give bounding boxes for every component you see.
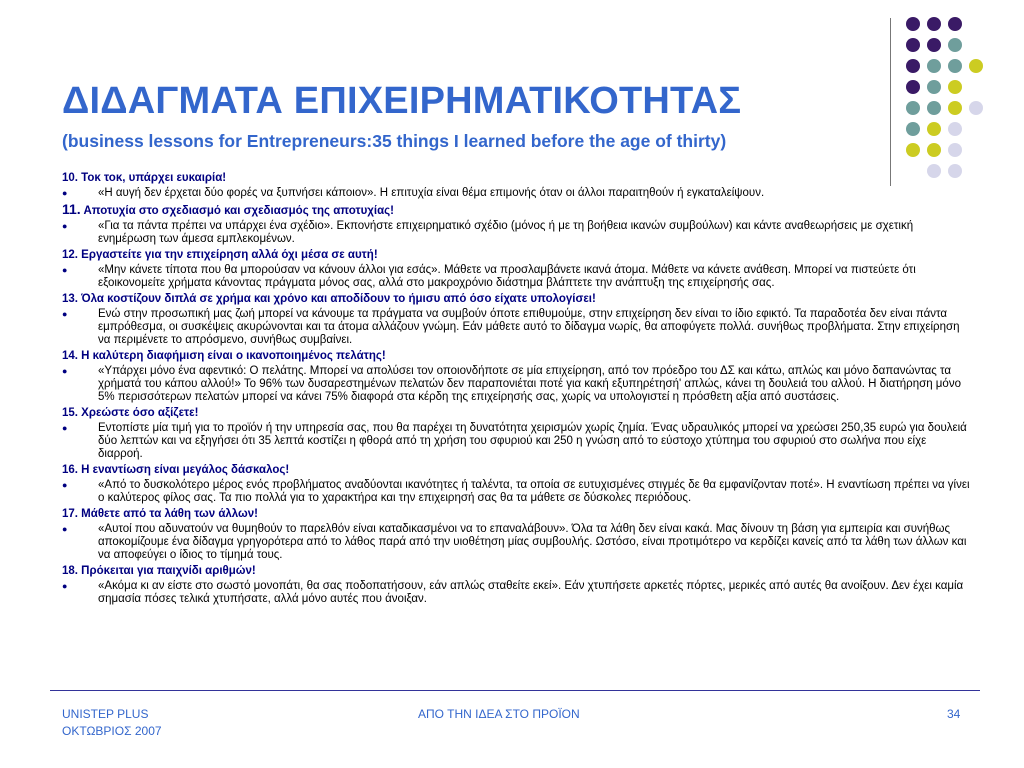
bullet-icon: ● <box>62 309 68 319</box>
decorative-dot <box>906 143 920 157</box>
footer-left <box>62 706 162 740</box>
decorative-dot <box>927 80 941 94</box>
bullet-icon: ● <box>62 265 68 275</box>
lesson-text: «Ακόμα κι αν είστε στο σωστό μονοπάτι, θα σας ποδοπατήσουν, εάν απλώς σταθείτε εκεί». Εάν χτυπήσετε αρκετές πόρτες, μερικές από αυτές θα ανοίξουν. Δεν έχει καμία σημασία πόσες τελικά χτυπήσατε, αλλά μόνο αυτές που άνοιξαν. <box>98 580 964 605</box>
lessons-list <box>62 170 972 609</box>
lesson-heading-11-text: Αποτυχία στο σχεδιασμό και σχεδιασμός της αποτυχίας! <box>83 205 394 217</box>
lesson-text: «Υπάρχει μόνο ένα αφεντικό: Ο πελάτης. Μπορεί να απολύσει τον οποιονδήποτε σε μία επιχείρηση, από τον πρόεδρο του ΔΣ και κάτω, απλώς και μόνο δαπανώντας τα χρήματά του κάπου αλλού!» Το 96% των δυσαρεστημένων πελατών δεν παραπονιέται ποτέ για κακή εξυπηρέτησή' απλώς, κάνει τη δουλειά του αλλού. Η διατήρηση μόνο 5% περισσότερων πελατών μπορεί να κάνει 75% διαφορά στα κέρδη της επιχείρησής σας, χωρίς να υπολογιστεί η πρόσθετη αξία από συστάσεις. <box>98 365 961 403</box>
decorative-dot <box>969 101 983 115</box>
list-item <box>62 220 972 246</box>
decorative-dot <box>948 143 962 157</box>
lesson-text: Ενώ στην προσωπική μας ζωή μπορεί να κάνουμε τα πράγματα να συμβούν όποτε επιθυμούμε, στην επιχείρηση δεν είναι το ίδιο εφικτό. Τα παραδοτέα δεν είναι πάντα εμπρόθεσμα, οι συσκέψεις ακυρώνονται και τα άτομα αλλάζουν γνώμη. Εάν μάθετε αυτό το δίδαγμα νωρίς, θα αποφύγετε πολλά. συνήθως προβλήματα. Στην επιχείρηση να περιμένετε το απρόσμενο, συνήθως συμβαίνει. <box>98 308 960 346</box>
decorative-dot <box>906 80 920 94</box>
decorative-dot <box>906 59 920 73</box>
bullet-icon: ● <box>62 221 68 231</box>
decorative-dot <box>948 101 962 115</box>
decorative-dot <box>906 101 920 115</box>
decorative-dot <box>906 122 920 136</box>
list-item <box>62 580 972 606</box>
decorative-divider <box>890 18 891 186</box>
footer-center-text: ΑΠΟ ΤΗΝ ΙΔΕΑ ΣΤΟ ΠΡΟΪΟΝ <box>418 707 580 721</box>
bullet-icon: ● <box>62 366 68 376</box>
decorative-dot <box>969 59 983 73</box>
decorative-dot <box>927 122 941 136</box>
lesson-text: «Αυτοί που αδυνατούν να θυμηθούν το παρελθόν είναι καταδικασμένοι να το επαναλάβουν». Όλα τα λάθη δεν είναι κακά. Μας δίνουν τη βάση για εμπειρία και συνήθως αποκομίζουμε ένα δίδαγμα γρηγορότερα από το λάθος παρά από την υιοθέτηση μίας συμβουλής. Ωστόσο, είναι προτιμότερο να κερδίζει κανείς από τα λάθη των άλλων και να αποφεύγει ο ίδιος το τίμημά τους. <box>98 523 967 561</box>
bullet-icon: ● <box>62 423 68 433</box>
bullet-icon: ● <box>62 188 68 198</box>
decorative-dot <box>906 17 920 31</box>
decorative-dot <box>906 38 920 52</box>
lesson-heading-15: 15. Χρεώστε όσο αξίζετε! <box>62 407 199 419</box>
lesson-text: «Μην κάνετε τίποτα που θα μπορούσαν να κάνουν άλλοι για εσάς». Μάθετε να προσλαμβάνετε ικανά άτομα. Μάθετε να κάνετε ανάθεση. Μπορεί να πιστεύετε ότι εξοικονομείτε χρήματα κάνοντας πράγματα μόνος σας, αλλά στο μακροχρόνιο διάστημα βλάπτετε την ανάπτυξη της επιχείρησής σας. <box>98 264 916 289</box>
decorative-dot <box>948 122 962 136</box>
decorative-dot <box>948 17 962 31</box>
slide-subtitle: (business lessons for Entrepreneurs:35 things I learned before the age of thirty) <box>62 131 727 151</box>
lesson-text: «Η αυγή δεν έρχεται δύο φορές να ξυπνήσει κάποιον». Η επιτυχία είναι θέμα επιμονής όταν οι άλλοι παραιτηθούν ή εγκαταλείψουν. <box>98 187 765 199</box>
lesson-heading-17: 17. Μάθετε από τα λάθη των άλλων! <box>62 508 258 520</box>
decorative-dot <box>948 80 962 94</box>
footer-date: ΟΚΤΩΒΡΙΟΣ 2007 <box>62 724 162 738</box>
lesson-text: «Για τα πάντα πρέπει να υπάρχει ένα σχέδιο». Εκπονήστε επιχειρηματικό σχέδιο (μόνος ή με τη βοήθεια ικανών συμβούλων) και κάντε αναθεωρήσεις με σχετική ενημέρωση των άμεσα εμπλεκομένων. <box>98 220 914 245</box>
lesson-text: Εντοπίστε μία τιμή για το προϊόν ή την υπηρεσία σας, που θα παρέχει τη δυνατότητα χειρισμών χωρίς ζημία. Ένας υδραυλικός μπορεί να χρεώσει 250,35 ευρώ για δουλειά δύο λεπτών και να εξηγήσει ότι 35 λεπτά κοστίζει η φθορά από τη χρήση του σφυριού και 250 η γνώση από το εύστοχο χτύπημα του σφυριού στο σωλήνα που είχε διαρροή. <box>98 422 967 460</box>
lesson-heading-18: 18. Πρόκειται για παιχνίδι αριθμών! <box>62 565 256 577</box>
list-item <box>62 479 972 505</box>
bullet-icon: ● <box>62 581 68 591</box>
decorative-dot <box>927 38 941 52</box>
lesson-text: «Από το δυσκολότερο μέρος ενός προβλήματος αναδύονται ικανότητες ή ταλέντα, τα οποία σε ευτυχισμένες στιγμές δε θα εμφανίζονταν ποτέ». Η εναντίωση πρέπει να γίνει ο καλύτερος φίλος σας. Τα πιο πολλά για το χαρακτήρα και την επιχειρησή σας θα τα μάθετε σε δύσκολες περιόδους. <box>98 479 970 504</box>
decorative-dot <box>927 59 941 73</box>
lesson-heading-10: 10. Τοκ τοκ, υπάρχει ευκαιρία! <box>62 172 227 184</box>
list-item <box>62 187 972 200</box>
lesson-heading-16: 16. Η εναντίωση είναι μεγάλος δάσκαλος! <box>62 464 290 476</box>
list-item <box>62 308 972 347</box>
footer-divider <box>50 690 980 691</box>
decorative-dot <box>948 38 962 52</box>
list-item <box>62 422 972 461</box>
bullet-icon: ● <box>62 524 68 534</box>
lesson-heading-14: 14. Η καλύτερη διαφήμιση είναι ο ικανοποιημένος πελάτης! <box>62 350 386 362</box>
list-item <box>62 365 972 404</box>
page-number: 34 <box>947 707 961 721</box>
footer-org: UNISTEP PLUS <box>62 707 149 721</box>
decorative-dot <box>927 101 941 115</box>
lesson-heading-11: 11. Αποτυχία στο σχεδιασμό και σχεδιασμός της αποτυχίας! <box>62 201 394 217</box>
list-item <box>62 523 972 562</box>
slide-title: ΔΙΔΑΓΜΑΤΑ ΕΠΙΧΕΙΡΗΜΑΤΙΚΟΤΗΤΑΣ <box>62 80 742 122</box>
bullet-icon: ● <box>62 480 68 490</box>
decorative-dot <box>948 59 962 73</box>
list-item <box>62 264 972 290</box>
decorative-dot <box>927 17 941 31</box>
lesson-heading-12: 12. Εργαστείτε για την επιχείρηση αλλά όχι μέσα σε αυτή! <box>62 249 378 261</box>
lesson-heading-13: 13. Όλα κοστίζουν διπλά σε χρήμα και χρόνο και αποδίδουν το ήμισυ από όσο είχατε υπολογίσει! <box>62 293 596 305</box>
decorative-dot <box>927 143 941 157</box>
